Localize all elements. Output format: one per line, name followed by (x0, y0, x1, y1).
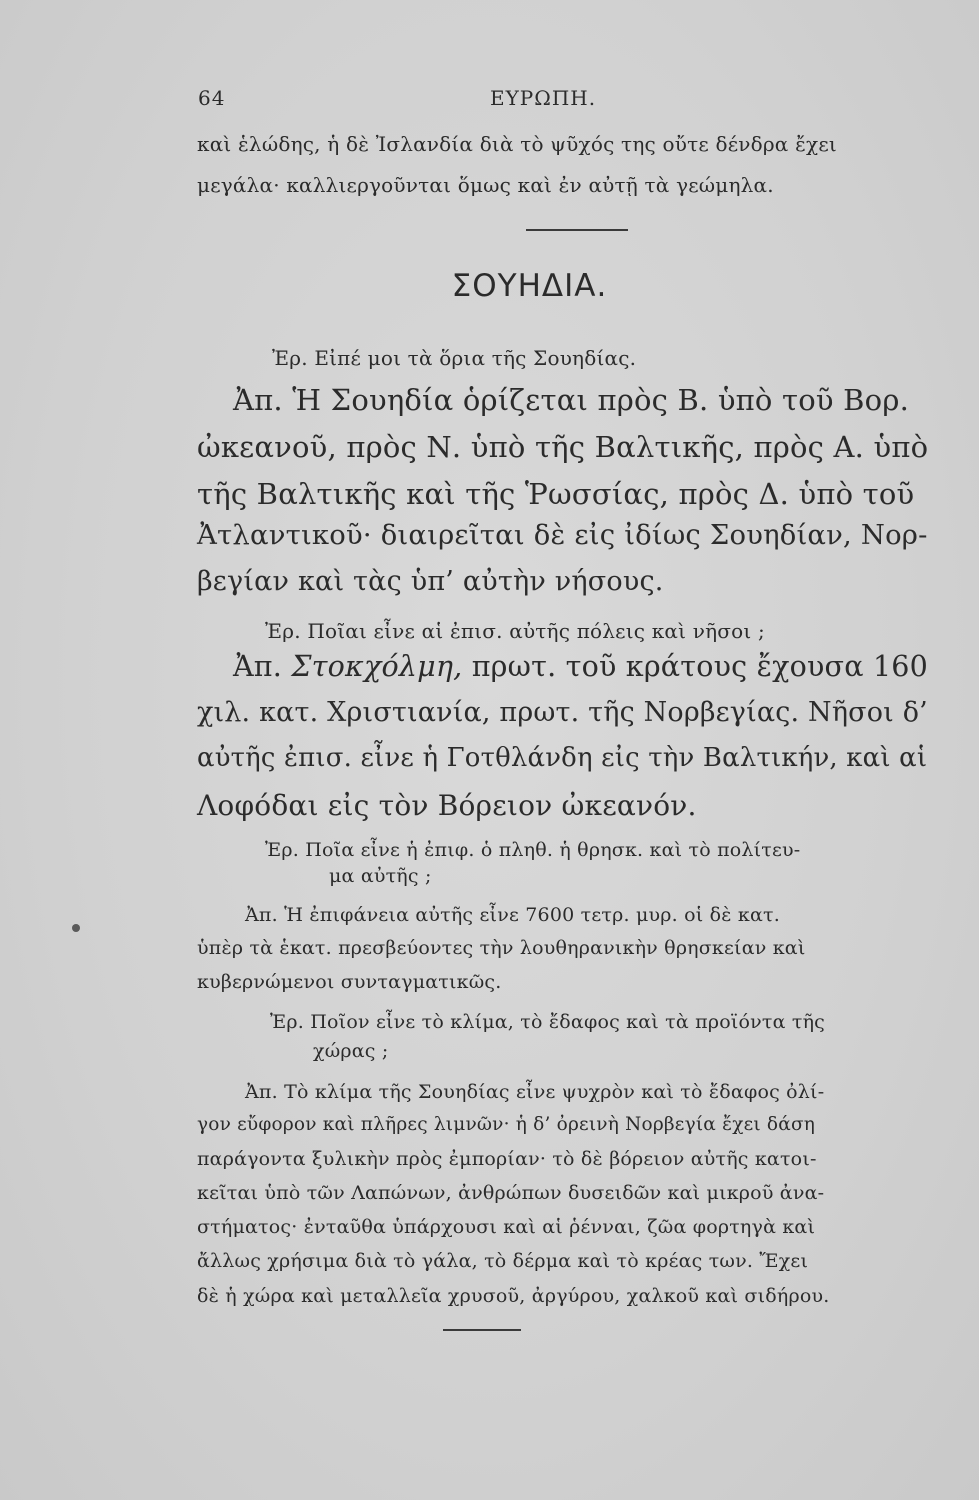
intro-line-1: καὶ ἑλώδης, ἡ δὲ Ἰσλανδία διὰ τὸ ψῦχός της οὔτε δένδρα ἔχει (197, 132, 837, 156)
running-title: ΕΥΡΩΠΗ. (490, 86, 597, 110)
answer-4-line-7: δὲ ἡ χώρα καὶ μεταλλεῖα χρυσοῦ, ἀργύρου, χαλκοῦ καὶ σιδήρου. (197, 1285, 830, 1307)
question-4-line-2: χώρας ; (313, 1040, 389, 1062)
question-3-line-2: μα αὐτῆς ; (329, 865, 432, 887)
answer-3-line-1: Ἀπ. Ἡ ἐπιφάνεια αὐτῆς εἶνε 7600 τετρ. μυρ. οἱ δὲ κατ. (245, 904, 780, 926)
answer-3-line-2: ὑπὲρ τὰ ἑκατ. πρεσβεύοντες τὴν λουθηρανικὴν θρησκείαν καὶ (197, 937, 806, 959)
question-1: Ἐρ. Εἰπέ μοι τὰ ὅρια τῆς Σουηδίας. (272, 346, 637, 370)
answer-1-line-2: ὠκεανοῦ, πρὸς Ν. ὑπὸ τῆς Βαλτικῆς, πρὸς Α. ὑπὸ (197, 430, 929, 464)
answer-1-line-1: Ἀπ. Ἡ Σουηδία ὁρίζεται πρὸς Β. ὑπὸ τοῦ Βορ. (233, 383, 909, 417)
answer-4-line-3: παράγοντα ξυλικὴν πρὸς ἐμπορίαν· τὸ δὲ βόρειον αὐτῆς κατοι- (197, 1148, 817, 1170)
answer-2-line-2: χιλ. κατ. Χριστιανία, πρωτ. τῆς Νορβεγίας. Νῆσοι δ’ (197, 697, 928, 728)
separator-rule (526, 229, 628, 231)
answer-2-line-4: Λοφόδαι εἰς τὸν Βόρειον ὠκεανόν. (197, 789, 697, 822)
answer-4-line-1: Ἀπ. Τὸ κλίμα τῆς Σουηδίας εἶνε ψυχρὸν καὶ τὸ ἔδαφος ὀλί- (245, 1081, 825, 1103)
page-number: 64 (198, 86, 226, 110)
answer-1-line-5: βεγίαν καὶ τὰς ὑπ’ αὐτὴν νήσους. (197, 566, 664, 597)
question-3-line-1: Ἐρ. Ποῖα εἶνε ἡ ἐπιφ. ὁ πληθ. ἡ θρησκ. καὶ τὸ πολίτευ- (265, 839, 801, 861)
answer-2-capital: Στοκχόλμη, (291, 650, 463, 683)
answer-2-prefix: Ἀπ. (233, 650, 283, 683)
question-4-line-1: Ἐρ. Ποῖον εἶνε τὸ κλίμα, τὸ ἔδαφος καὶ τὰ προϊόντα τῆς (270, 1011, 825, 1033)
answer-1-line-4: Ἀτλαντικοῦ· διαιρεῖται δὲ εἰς ἰδίως Σουηδίαν, Νορ- (197, 520, 928, 551)
answer-3-line-3: κυβερνώμενοι συνταγματικῶς. (197, 971, 502, 993)
question-2: Ἐρ. Ποῖαι εἶνε αἱ ἐπισ. αὐτῆς πόλεις καὶ νῆσοι ; (265, 619, 765, 643)
section-title: ΣΟΥΗΔΙΑ. (451, 268, 608, 304)
answer-4-line-6: ἄλλως χρήσιμα διὰ τὸ γάλα, τὸ δέρμα καὶ τὸ κρέας των. Ἔχει (197, 1250, 809, 1272)
answer-2-line-1 (233, 650, 928, 683)
answer-2-line-3: αὐτῆς ἐπισ. εἶνε ἡ Γοτθλάνδη εἰς τὴν Βαλτικήν, καὶ αἱ (197, 743, 928, 773)
page-speck (72, 924, 80, 932)
closing-rule (443, 1329, 521, 1331)
answer-2-line-1-rest: πρωτ. τοῦ κράτους ἔχουσα 160 (471, 650, 929, 683)
intro-line-2: μεγάλα· καλλιεργοῦνται ὅμως καὶ ἐν αὐτῇ τὰ γεώμηλα. (197, 173, 774, 197)
answer-4-line-4: κεῖται ὑπὸ τῶν Λαπώνων, ἀνθρώπων δυσειδῶν καὶ μικροῦ ἀνα- (197, 1182, 825, 1204)
answer-1-line-3: τῆς Βαλτικῆς καὶ τῆς Ῥωσσίας, πρὸς Δ. ὑπὸ τοῦ (197, 477, 915, 511)
answer-4-line-5: στήματος· ἐνταῦθα ὑπάρχουσι καὶ αἱ ῥένναι, ζῶα φορτηγὰ καὶ (197, 1216, 816, 1238)
answer-4-line-2: γον εὔφορον καὶ πλῆρες λιμνῶν· ἡ δ’ ὀρεινὴ Νορβεγία ἔχει δάση (197, 1114, 816, 1135)
